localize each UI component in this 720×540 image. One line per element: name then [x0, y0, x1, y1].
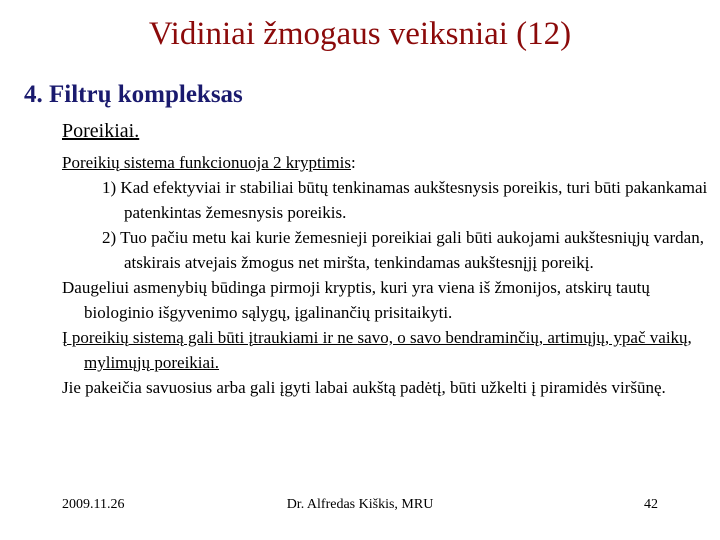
paragraph-2-underlined: Į poreikių sistemą gali būti įtraukiami ir ne savo, o savo bendraminčių, artimųjų, ypač vaikų, mylimųjų poreikiai.: [62, 328, 692, 372]
section-heading: 4. Filtrų kompleksas: [24, 81, 243, 108]
list-item-1: 1) Kad efektyviai ir stabiliai būtų tenkinamas aukštesnysis poreikis, turi būti pakankamai patenkintas žemesnysis poreikis.: [102, 178, 708, 222]
footer-page-number: 42: [644, 497, 658, 512]
intro-paragraph: [62, 150, 712, 175]
paragraph-1: Daugeliui asmenybių būdinga pirmoji kryptis, kuri yra viena iš žmonijos, atskirų tautų biologinio išgyvenimo sąlygų, įgalinančių prisitaikyti.: [62, 278, 650, 322]
subheading: Poreikiai.: [62, 120, 140, 142]
paragraph-3: Jie pakeičia savuosius arba gali įgyti labai aukštą padėtį, būti užkelti į piramidės viršūnę.: [62, 378, 666, 397]
intro-underlined-text: Poreikių sistema funkcionuoja 2 kryptimis: [62, 153, 351, 172]
footer-date: 2009.11.26: [62, 497, 125, 512]
footer-author: Dr. Alfredas Kiškis, MRU: [286, 497, 434, 512]
intro-suffix: :: [350, 153, 356, 172]
slide-title: Vidiniai žmogaus veiksniai (12): [148, 16, 572, 52]
slide-body: [62, 150, 712, 400]
list-item-2: 2) Tuo pačiu metu kai kurie žemesnieji poreikiai gali būti aukojami aukštesniųjų vardan, atskirais atvejais žmogus net miršta, tenkindamas aukštesnįjį poreikį.: [102, 228, 704, 272]
